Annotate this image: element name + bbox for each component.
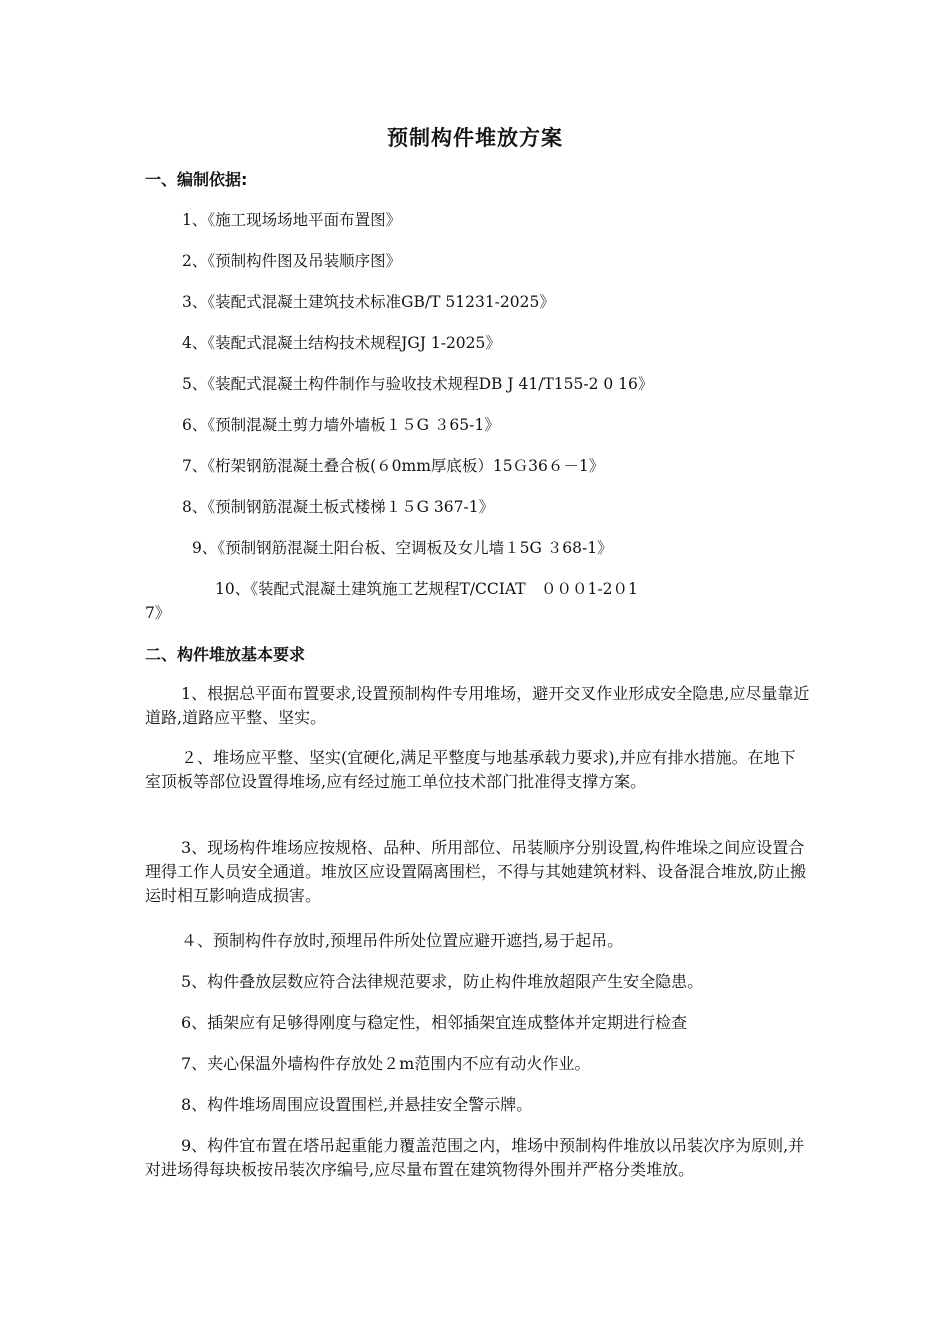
reference-item: 2、《预制构件图及吊装顺序图》 (182, 252, 402, 270)
section-heading-basis: 一、编制依据: (145, 170, 248, 189)
reference-item: 7、《桁架钢筋混凝土叠合板(６0mm厚底板）15Ｇ36６－1》 (182, 457, 605, 475)
reference-item: 10、《装配式混凝土建筑施工艺规程T/CCIAT ０００1-2０1 (215, 580, 638, 598)
requirement-paragraph: 9、构件宜布置在塔吊起重能力覆盖范围之内，堆场中预制构件堆放以吊装次序为原则,并对进场得每块板按吊装次序编号,应尽量布置在建筑物得外围并严格分类堆放。 (145, 1136, 805, 1179)
requirement-paragraph: 8、构件堆场周围应设置围栏,并悬挂安全警示牌。 (181, 1095, 533, 1114)
reference-item: 9、《预制钢筋混凝土阳台板、空调板及女儿墙１5G ３68-1》 (192, 539, 613, 557)
requirement-paragraph: 7、夹心保温外墙构件存放处２m范围内不应有动火作业。 (181, 1054, 591, 1073)
reference-item: 3、《装配式混凝土建筑技术标准GB/T 51231-2025》 (182, 293, 555, 311)
requirement-paragraph: 6、插架应有足够得刚度与稳定性，相邻插架宜连成整体并定期进行检查 (181, 1013, 688, 1032)
reference-item: 5、《装配式混凝土构件制作与验收技术规程DB J 41/T155-2 0 16》 (182, 375, 654, 393)
reference-item: 1、《施工现场场地平面布置图》 (182, 211, 402, 229)
requirement-paragraph: 1、根据总平面布置要求,设置预制构件专用堆场，避开交叉作业形成安全隐患,应尽量靠近道路,道路应平整、坚实。 (145, 684, 810, 727)
reference-item: 6、《预制混凝土剪力墙外墙板１５G ３65-1》 (182, 416, 500, 434)
requirement-paragraph: 5、构件叠放层数应符合法律规范要求，防止构件堆放超限产生安全隐患。 (181, 972, 704, 991)
reference-item: 8、《预制钢筋混凝土板式楼梯１５G 367-1》 (182, 498, 495, 516)
requirement-paragraph: 3、现场构件堆场应按规格、品种、所用部位、吊装顺序分别设置,构件堆垛之间应设置合理得工作人员安全通道。堆放区应设置隔离围栏，不得与其她建筑材料、设备混合堆放,防止搬运时相互影响造成损害。 (145, 838, 807, 905)
reference-item-continuation: 7》 (145, 604, 171, 622)
reference-item: 4、《装配式混凝土结构技术规程JGJ 1-2025》 (182, 334, 501, 352)
section-heading-requirements: 二、构件堆放基本要求 (145, 645, 306, 664)
requirement-paragraph: ２、堆场应平整、坚实(宜硬化,满足平整度与地基承载力要求),并应有排水措施。在地下室顶板等部位设置得堆场,应有经过施工单位技术部门批准得支撑方案。 (145, 748, 796, 791)
document-title: 预制构件堆放方案 (387, 126, 563, 150)
requirement-paragraph: ４、预制构件存放时,预埋吊件所处位置应避开遮挡,易于起吊。 (181, 931, 624, 950)
